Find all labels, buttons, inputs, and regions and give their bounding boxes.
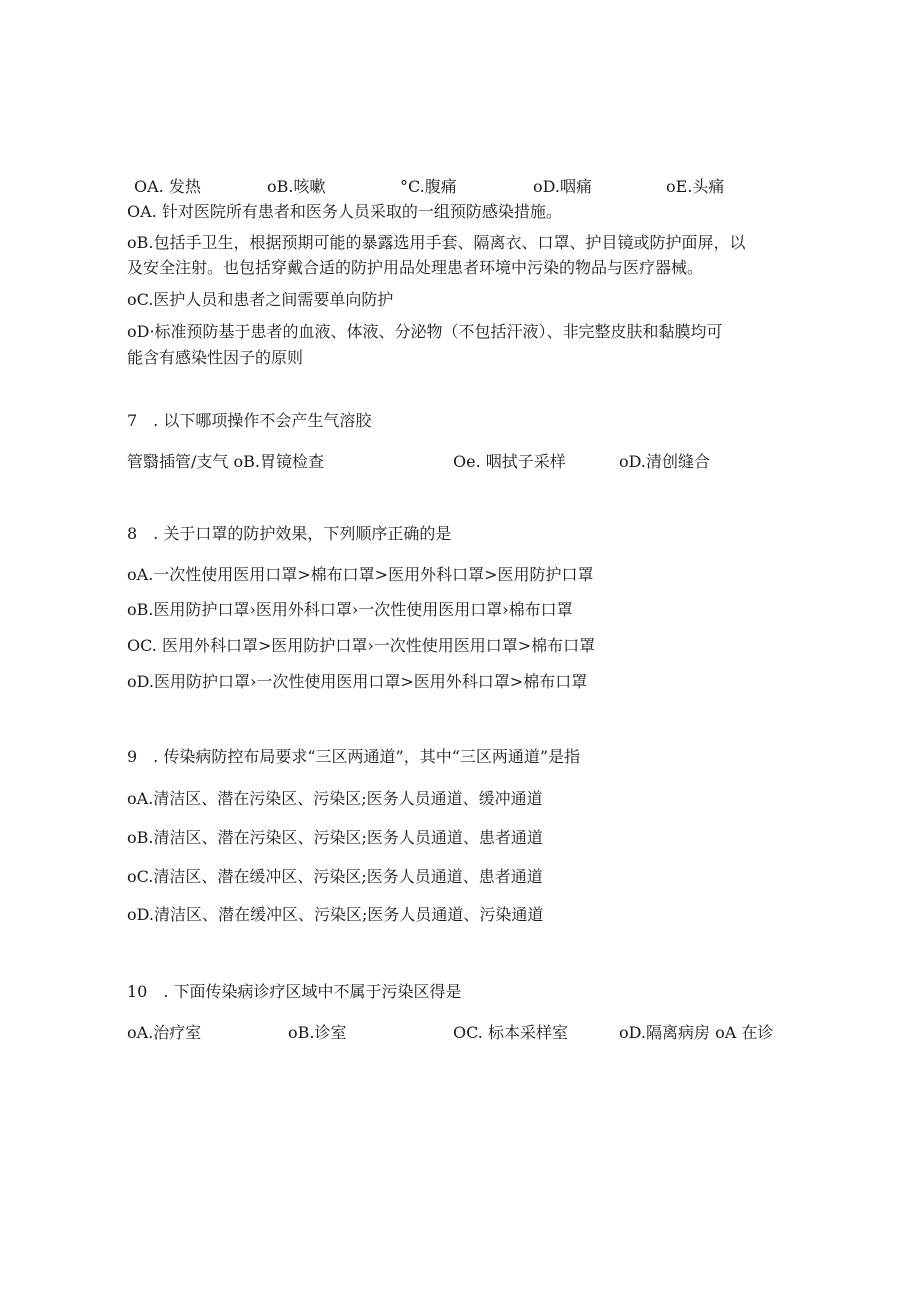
question-7-option-d[interactable]: oD.清创缝合: [619, 452, 710, 471]
symptom-option-b[interactable]: oB.咳嗽: [267, 177, 326, 196]
symptom-option-e[interactable]: oE.头痛: [666, 177, 725, 196]
question-10-option-d[interactable]: oD.隔离病房 oA 在诊: [619, 1023, 774, 1042]
question-8-stem: 8 . 关于口罩的防护效果，下列顺序正确的是: [127, 524, 452, 543]
question-8-option-a[interactable]: oA.一次性使用医用口罩>棉布口罩>医用外科口罩>医用防护口罩: [127, 565, 594, 584]
question-7-stem: 7 . 以下哪项操作不会产生气溶胶: [127, 411, 372, 430]
precaution-option-d-line1[interactable]: oD·标准预防基于患者的血液、体液、分泌物（不包括汗液）、非完整皮肤和黏膜均可: [127, 322, 723, 341]
question-9-option-d[interactable]: oD.清洁区、潜在缓冲区、污染区;医务人员通道、污染通道: [127, 905, 544, 924]
question-9-option-a[interactable]: oA.清洁区、潜在污染区、污染区;医务人员通道、缓冲通道: [127, 789, 543, 808]
question-9-option-b[interactable]: oB.清洁区、潜在污染区、污染区;医务人员通道、患者通道: [127, 828, 543, 847]
question-8-option-b[interactable]: oB.医用防护口罩›医用外科口罩›一次性使用医用口罩›棉布口罩: [127, 600, 573, 619]
question-7-option-a-b[interactable]: 管翳插管/支气 oB.胃镜检查: [127, 452, 324, 471]
symptom-option-c[interactable]: °C.腹痛: [400, 177, 457, 196]
question-8-option-c[interactable]: OC. 医用外科口罩>医用防护口罩›一次性使用医用口罩>棉布口罩: [127, 636, 596, 655]
question-9-option-c[interactable]: oC.清洁区、潜在缓冲区、污染区;医务人员通道、患者通道: [127, 867, 543, 886]
question-8-option-d[interactable]: oD.医用防护口罩›一次性使用医用口罩>医用外科口罩>棉布口罩: [127, 672, 588, 691]
symptom-option-a[interactable]: OA. 发热: [134, 177, 201, 196]
precaution-option-a[interactable]: OA. 针对医院所有患者和医务人员采取的一组预防感染措施。: [127, 202, 562, 221]
precaution-option-d-line2: 能含有感染性因子的原则: [127, 348, 304, 367]
precaution-option-c[interactable]: oC.医护人员和患者之间需要单向防护: [127, 290, 394, 309]
question-9-stem: 9 . 传染病防控布局要求“三区两通道”，其中“三区两通道”是指: [127, 747, 581, 766]
precaution-option-b-line2: 及安全注射。也包括穿戴合适的防护用品处理患者环境中污染的物品与医疗器械。: [127, 258, 704, 277]
precaution-option-b-line1[interactable]: oB.包括手卫生，根据预期可能的暴露选用手套、隔离衣、口罩、护目镜或防护面屏，以: [127, 233, 746, 252]
question-10-option-c[interactable]: OC. 标本采样室: [453, 1023, 568, 1042]
question-10-stem: 10 . 下面传染病诊疗区域中不属于污染区得是: [127, 982, 462, 1001]
symptom-option-d[interactable]: oD.咽痛: [533, 177, 592, 196]
question-10-option-a[interactable]: oA.治疗室: [127, 1023, 202, 1042]
question-10-option-b[interactable]: oB.诊室: [288, 1023, 347, 1042]
question-7-option-c[interactable]: Oe. 咽拭子采样: [453, 452, 566, 471]
